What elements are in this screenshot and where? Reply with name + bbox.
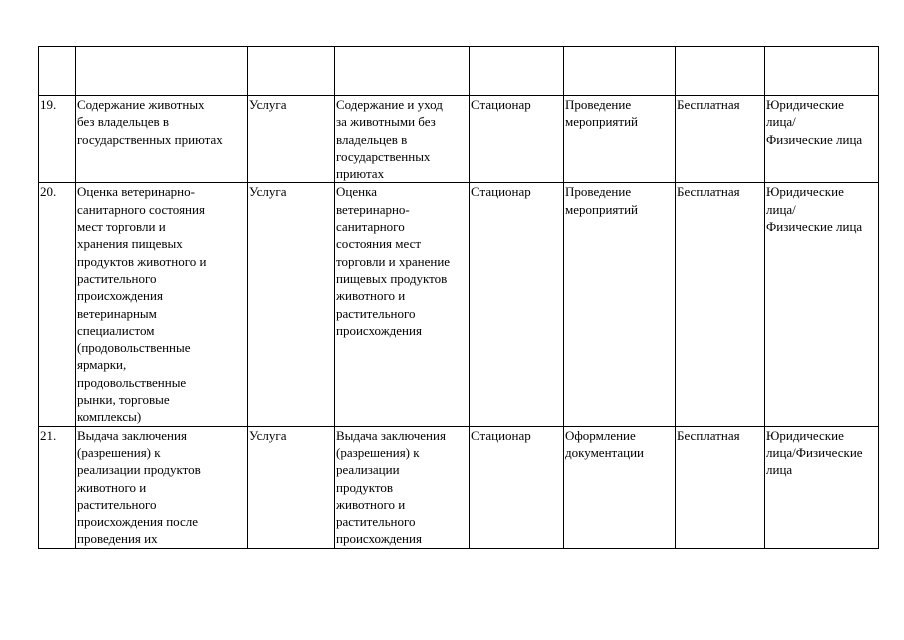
service-type: Услуга — [249, 97, 287, 112]
service-payment-cell — [676, 96, 765, 183]
empty-cell — [470, 47, 564, 96]
service-name-cell — [76, 96, 248, 183]
service-action-cell — [564, 426, 676, 548]
service-content: Содержание и уход за животными без владельцев в государственных приютах — [336, 97, 443, 182]
service-content: Выдача заключения (разрешения) к реализации продуктов животного и растительного происхождения — [336, 427, 446, 547]
service-content-cell — [335, 96, 470, 183]
service-name: Оценка ветеринарно- санитарного состояния мест торговли и хранения пищевых продуктов животного и растительного происхождения ветеринарным специалистом (продовольственные ярмарки, продовольственные рынки, торговые комплексы) — [77, 184, 207, 425]
service-action-cell — [564, 183, 676, 426]
service-name-cell — [76, 183, 248, 426]
service-type-cell — [248, 183, 335, 426]
table-row-top-empty — [39, 47, 879, 96]
service-type: Услуга — [249, 427, 287, 443]
service-recipients: Юридические лица/ Физические лица — [766, 97, 863, 147]
empty-cell — [335, 47, 470, 96]
service-recipients: Юридические лица/Физические лица — [766, 427, 863, 478]
table-row — [39, 426, 879, 548]
empty-cell — [39, 47, 76, 96]
service-action-cell — [564, 96, 676, 183]
service-form: Стационар — [471, 184, 531, 200]
table-row — [39, 183, 879, 426]
service-form-cell — [470, 96, 564, 183]
service-form-cell — [470, 426, 564, 548]
service-payment-cell — [676, 426, 765, 548]
service-form: Стационар — [471, 427, 531, 443]
service-recipients: Юридические лица/ Физические лица — [766, 184, 863, 235]
service-type-cell — [248, 426, 335, 548]
service-action: Проведение мероприятий — [565, 184, 638, 217]
service-action: Оформление документации — [565, 427, 645, 460]
table-row — [39, 96, 879, 183]
service-content-cell — [335, 183, 470, 426]
service-recipients-cell — [765, 183, 879, 426]
row-number-cell — [39, 426, 76, 548]
services-table — [38, 46, 879, 549]
service-recipients-cell — [765, 96, 879, 183]
service-recipients-cell — [765, 426, 879, 548]
row-number: 19. — [40, 97, 57, 112]
service-content: Оценка ветеринарно- санитарного состояния мест торговли и хранение пищевых продуктов животного и растительного происхождения — [336, 184, 451, 338]
empty-cell — [248, 47, 335, 96]
service-name: Выдача заключения (разрешения) к реализации продуктов животного и растительного происхождения после проведения их — [77, 427, 201, 547]
service-type-cell — [248, 96, 335, 183]
service-action: Проведение мероприятий — [565, 97, 638, 130]
empty-cell — [564, 47, 676, 96]
service-content-cell — [335, 426, 470, 548]
service-payment: Бесплатная — [677, 97, 740, 112]
service-name-cell — [76, 426, 248, 548]
empty-cell — [76, 47, 248, 96]
service-name: Содержание животных без владельцев в государственных приютах — [77, 97, 223, 147]
service-form-cell — [470, 183, 564, 426]
row-number: 20. — [40, 184, 57, 200]
service-payment: Бесплатная — [677, 184, 740, 200]
service-type: Услуга — [249, 184, 287, 200]
row-number-cell — [39, 183, 76, 426]
row-number-cell — [39, 96, 76, 183]
service-form: Стационар — [471, 97, 531, 112]
empty-cell — [765, 47, 879, 96]
service-payment: Бесплатная — [677, 427, 740, 443]
empty-cell — [676, 47, 765, 96]
service-payment-cell — [676, 183, 765, 426]
row-number: 21. — [40, 427, 57, 443]
